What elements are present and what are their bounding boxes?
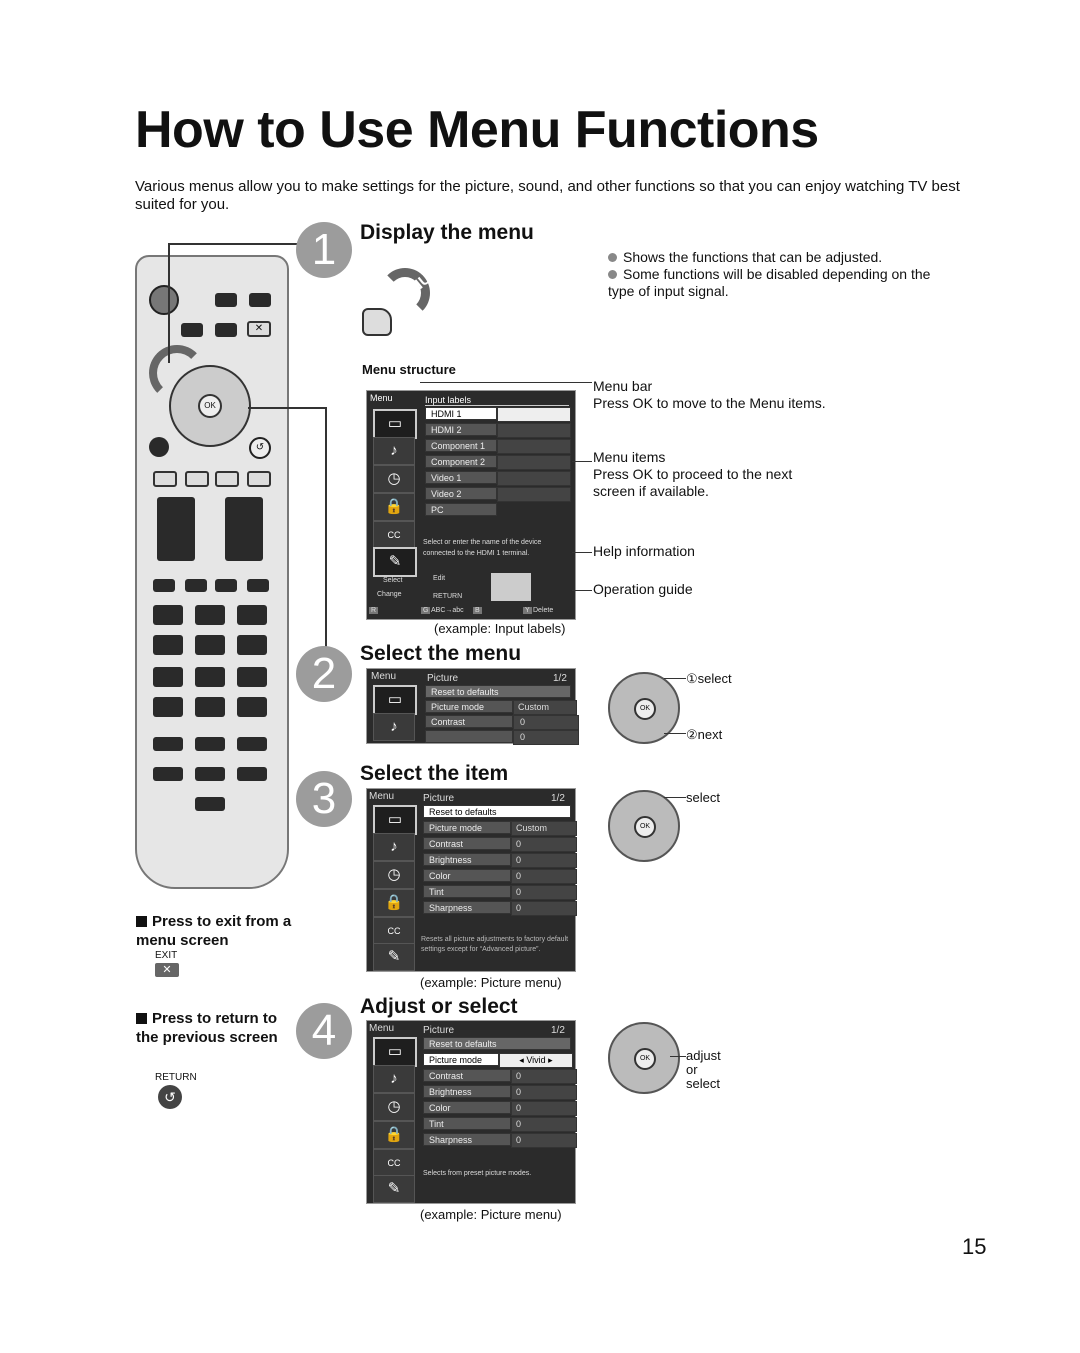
number-button[interactable] xyxy=(195,667,225,687)
menu-item-row[interactable] xyxy=(425,730,513,743)
menu-items-label xyxy=(593,449,833,500)
input-labels-screen xyxy=(366,390,576,620)
hand-icon xyxy=(362,308,392,336)
guide-abc: ABC→abc xyxy=(431,607,464,614)
menu-item-row[interactable]: Brightness xyxy=(423,853,511,866)
exit-button[interactable]: ✕ xyxy=(247,321,271,337)
step-1-caption: (example: Input labels) xyxy=(434,621,566,636)
volume-button[interactable] xyxy=(157,497,195,561)
screen-header: Picture xyxy=(427,673,459,684)
sound-icon[interactable]: ♪ xyxy=(373,437,415,465)
page-indicator: 1/2 xyxy=(553,673,567,684)
color-button-yellow[interactable] xyxy=(215,471,239,487)
input-label-row[interactable]: Component 2 xyxy=(425,455,497,468)
sound-icon[interactable]: ♪ xyxy=(373,833,415,861)
return-key-icon[interactable]: ↺ xyxy=(158,1085,182,1109)
help-text: Select or enter the name of the device connected to the HDMI 1 terminal. xyxy=(423,539,542,557)
setup-icon[interactable]: ✎ xyxy=(373,943,415,971)
value-text: 0 xyxy=(516,839,522,849)
exit-key-label: EXIT xyxy=(155,950,178,961)
remote-button[interactable] xyxy=(237,737,267,751)
remote-button[interactable] xyxy=(185,579,207,592)
input-label-value xyxy=(497,439,571,454)
guide-b: B xyxy=(475,607,480,614)
remote-button[interactable] xyxy=(215,323,237,337)
exit-key-icon[interactable]: ✕ xyxy=(155,963,179,977)
guide-select: Select xyxy=(383,577,403,584)
leader-line xyxy=(572,461,592,462)
remote-button[interactable] xyxy=(215,293,237,307)
page-indicator: 1/2 xyxy=(551,793,565,804)
input-label-value xyxy=(497,423,571,438)
menu-item-value xyxy=(511,1117,577,1132)
sound-icon[interactable]: ♪ xyxy=(373,713,415,741)
color-button-blue[interactable] xyxy=(247,471,271,487)
ok-button[interactable]: OK xyxy=(198,394,222,418)
input-label-row[interactable]: HDMI 1 xyxy=(425,407,497,420)
leader-line xyxy=(572,590,592,591)
number-button[interactable] xyxy=(153,605,183,625)
help-text: Resets all picture adjustments to factory default settings except for “Advanced picture”. xyxy=(421,936,569,953)
number-button[interactable] xyxy=(195,635,225,655)
menu-item-row[interactable]: Color xyxy=(423,869,511,882)
leader-line xyxy=(420,382,592,383)
menu-item-value xyxy=(513,730,579,745)
leader-line xyxy=(664,797,686,798)
step-4-number: 4 xyxy=(296,1003,352,1059)
input-label-value[interactable] xyxy=(497,407,571,422)
keypad-icon xyxy=(491,573,531,601)
guide-y: Y xyxy=(525,607,530,614)
remote-button[interactable] xyxy=(153,579,175,592)
leader-line xyxy=(670,1056,686,1057)
timer-icon[interactable]: ◷ xyxy=(373,861,415,889)
number-button[interactable] xyxy=(153,697,183,717)
channel-button[interactable] xyxy=(225,497,263,561)
value-text: Vivid xyxy=(526,1055,546,1065)
menu-item-row[interactable]: Tint xyxy=(423,1117,511,1130)
select-text: select xyxy=(686,1076,720,1091)
connector-line xyxy=(168,243,170,363)
setup-icon[interactable]: ✎ xyxy=(373,1175,415,1203)
square-bullet xyxy=(136,916,147,927)
menu-bar-desc: Press OK to move to the Menu items. xyxy=(593,395,826,411)
step-1-number: 1 xyxy=(296,222,352,278)
remote-button[interactable] xyxy=(153,737,183,751)
intro-text: Various menus allow you to make settings for the picture, sound, and other functions so that you can enjoy watching TV best suited for you. xyxy=(135,178,960,213)
lock-icon[interactable]: 🔒 xyxy=(373,493,415,521)
input-label-row[interactable]: Component 1 xyxy=(425,439,497,452)
value-text: 0 xyxy=(516,1087,522,1097)
menu-item-row[interactable]: Reset to defaults xyxy=(423,1037,571,1050)
menu-item-value xyxy=(511,837,577,852)
screen-header: Picture xyxy=(423,1025,455,1036)
return-instruction xyxy=(136,1009,286,1047)
value-text: 0 xyxy=(516,871,522,881)
connector-line xyxy=(168,243,303,245)
return-key-label: RETURN xyxy=(155,1072,197,1083)
step-1-notes xyxy=(608,249,938,300)
menu-item-value xyxy=(511,1133,577,1148)
menu-item-value xyxy=(511,853,577,868)
setup-icon[interactable]: ✎ xyxy=(373,547,417,577)
value-text: 0 xyxy=(516,887,522,897)
picture-icon[interactable]: ▭ xyxy=(373,805,417,835)
menu-button-icon xyxy=(362,268,435,338)
lock-icon[interactable]: 🔒 xyxy=(373,889,415,917)
exit-title: Press to exit from a menu screen xyxy=(136,913,292,949)
menu-item-value xyxy=(511,821,577,836)
remote-button[interactable] xyxy=(247,579,269,592)
remote-control xyxy=(135,255,289,889)
guide-g: G xyxy=(423,607,429,614)
number-button[interactable] xyxy=(195,697,225,717)
cc-icon[interactable]: CC xyxy=(373,917,415,945)
leader-line xyxy=(664,678,686,679)
step-2-title: Select the menu xyxy=(360,642,522,665)
menu-tab[interactable]: Menu xyxy=(371,671,397,682)
navigation-pad-icon xyxy=(608,790,680,862)
square-bullet xyxy=(136,1013,147,1024)
sound-icon[interactable]: ♪ xyxy=(373,1065,415,1093)
value-text: 0 xyxy=(520,717,526,727)
menu-structure-heading: Menu structure xyxy=(362,362,456,377)
menu-item-value xyxy=(511,1101,577,1116)
connector-line xyxy=(325,407,327,647)
connector-line xyxy=(248,407,326,409)
input-label-row[interactable]: HDMI 2 xyxy=(425,423,497,436)
screen-header: Input labels xyxy=(425,395,569,406)
value-text: 0 xyxy=(516,855,522,865)
menu-item-row[interactable]: Sharpness xyxy=(423,1133,511,1146)
menu-item-value xyxy=(511,1085,577,1100)
remote-button[interactable] xyxy=(215,579,237,592)
page-title: How to Use Menu Functions xyxy=(135,101,819,159)
remote-button[interactable] xyxy=(195,767,225,781)
color-button-red[interactable] xyxy=(153,471,177,487)
step-2-number: 2 xyxy=(296,646,352,702)
menu-item-row[interactable]: Contrast xyxy=(423,1069,511,1082)
step-3-caption: (example: Picture menu) xyxy=(420,975,562,990)
step-1-title: Display the menu xyxy=(360,221,534,244)
menu-button-label: MENU xyxy=(389,269,435,312)
number-button[interactable] xyxy=(237,697,267,717)
menu-item-row[interactable]: Contrast xyxy=(423,837,511,850)
step-3-title: Select the item xyxy=(360,762,509,785)
menu-item-row[interactable]: Sharpness xyxy=(423,901,511,914)
exit-instruction xyxy=(136,912,306,950)
screen-header: Picture xyxy=(423,793,455,804)
menu-bar-label xyxy=(593,378,853,412)
picture-icon[interactable]: ▭ xyxy=(373,409,417,439)
navigation-pad-icon xyxy=(608,1022,680,1094)
guide-r: R xyxy=(371,607,377,614)
timer-icon[interactable]: ◷ xyxy=(373,465,415,493)
input-label-value xyxy=(497,487,571,502)
menu-items-title: Menu items xyxy=(593,449,666,465)
input-label-value xyxy=(497,455,571,470)
step-4-title: Adjust or select xyxy=(360,995,518,1018)
menu-item-value[interactable]: ◂ Vivid ▸ xyxy=(499,1053,573,1068)
remote-button[interactable] xyxy=(195,797,225,811)
note-item: Shows the functions that can be adjusted. xyxy=(608,249,938,266)
value-text: Custom xyxy=(518,702,550,712)
menu-item-value xyxy=(513,715,579,730)
select-label: select xyxy=(686,790,720,805)
value-text: 0 xyxy=(520,732,526,742)
value-text: Custom xyxy=(516,823,548,833)
number-button[interactable] xyxy=(237,667,267,687)
menu-item-row[interactable]: Picture mode xyxy=(423,1053,499,1066)
page-indicator: 1/2 xyxy=(551,1025,565,1036)
input-label-row[interactable]: Video 2 xyxy=(425,487,497,500)
adjust-text: adjust xyxy=(686,1048,721,1063)
value-text: 0 xyxy=(516,1135,522,1145)
picture-menu-partial xyxy=(366,668,576,744)
remote-button[interactable] xyxy=(153,767,183,781)
help-text: Selects from preset picture modes. xyxy=(423,1170,532,1177)
input-label-value xyxy=(497,471,571,486)
number-button[interactable] xyxy=(153,667,183,687)
ok-icon: OK xyxy=(634,698,656,720)
color-button-green[interactable] xyxy=(185,471,209,487)
menu-item-value xyxy=(511,1069,577,1084)
input-label-row[interactable]: Video 1 xyxy=(425,471,497,484)
menu-tab[interactable]: Menu xyxy=(370,393,393,403)
menu-bar-title: Menu bar xyxy=(593,378,653,394)
operation-guide-label: Operation guide xyxy=(593,581,693,597)
select-label: ①select xyxy=(686,671,732,686)
menu-item-row[interactable]: Tint xyxy=(423,885,511,898)
ok-icon: OK xyxy=(634,816,656,838)
timer-icon[interactable]: ◷ xyxy=(373,1093,415,1121)
value-text: 0 xyxy=(516,903,522,913)
cc-icon[interactable]: CC xyxy=(373,1149,415,1177)
remote-button[interactable] xyxy=(181,323,203,337)
leader-line xyxy=(572,552,592,553)
or-text: or xyxy=(686,1062,698,1077)
guide-return: RETURN xyxy=(433,593,463,600)
menu-item-row[interactable]: Picture mode xyxy=(423,821,511,834)
step-3-number: 3 xyxy=(296,771,352,827)
guide-edit: Edit xyxy=(433,575,446,582)
input-label-row[interactable]: PC xyxy=(425,503,497,516)
remote-button[interactable] xyxy=(249,293,271,307)
picture-menu-screen xyxy=(366,788,576,972)
guide-delete: Delete xyxy=(533,607,554,614)
note-item: Some functions will be disabled depending on the type of input signal. xyxy=(608,266,938,300)
leader-line xyxy=(664,733,686,734)
menu-item-value xyxy=(511,869,577,884)
page-number: 15 xyxy=(962,1234,987,1259)
menu-item-value xyxy=(511,885,577,900)
picture-icon[interactable]: ▭ xyxy=(373,685,417,715)
guide-change: Change xyxy=(377,591,402,598)
value-text: 0 xyxy=(516,1103,522,1113)
menu-tab[interactable]: Menu xyxy=(369,1023,395,1034)
menu-item-row[interactable]: Contrast xyxy=(425,715,513,728)
menu-item-row[interactable]: Reset to defaults xyxy=(425,685,571,698)
menu-item-value xyxy=(511,901,577,916)
step-4-caption: (example: Picture menu) xyxy=(420,1207,562,1222)
number-button[interactable] xyxy=(237,605,267,625)
menu-item-row[interactable]: Reset to defaults xyxy=(423,805,571,818)
number-button[interactable] xyxy=(237,635,267,655)
value-text: 0 xyxy=(516,1071,522,1081)
picture-icon[interactable]: ▭ xyxy=(373,1037,417,1067)
menu-item-value xyxy=(513,700,577,715)
remote-button[interactable] xyxy=(237,767,267,781)
menu-item-row[interactable]: Brightness xyxy=(423,1085,511,1098)
menu-item-row[interactable]: Picture mode xyxy=(425,700,513,713)
return-title: Press to return to the previous screen xyxy=(136,1010,278,1046)
lock-icon[interactable]: 🔒 xyxy=(373,1121,415,1149)
menu-item-row[interactable]: Color xyxy=(423,1101,511,1114)
number-button[interactable] xyxy=(195,605,225,625)
number-button[interactable] xyxy=(153,635,183,655)
remote-button[interactable] xyxy=(195,737,225,751)
cc-icon[interactable]: CC xyxy=(373,521,415,549)
ok-icon: OK xyxy=(634,1048,656,1070)
menu-items-desc: Press OK to proceed to the next screen if available. xyxy=(593,466,793,499)
return-button[interactable]: ↺ xyxy=(249,437,271,459)
menu-tab[interactable]: Menu xyxy=(369,791,395,802)
adjust-label xyxy=(686,1049,721,1091)
help-info-label: Help information xyxy=(593,543,695,559)
picture-menu-adjust-screen xyxy=(366,1020,576,1204)
power-button[interactable] xyxy=(149,285,179,315)
value-text: 0 xyxy=(516,1119,522,1129)
next-label: ②next xyxy=(686,727,723,742)
remote-button[interactable] xyxy=(149,437,169,457)
